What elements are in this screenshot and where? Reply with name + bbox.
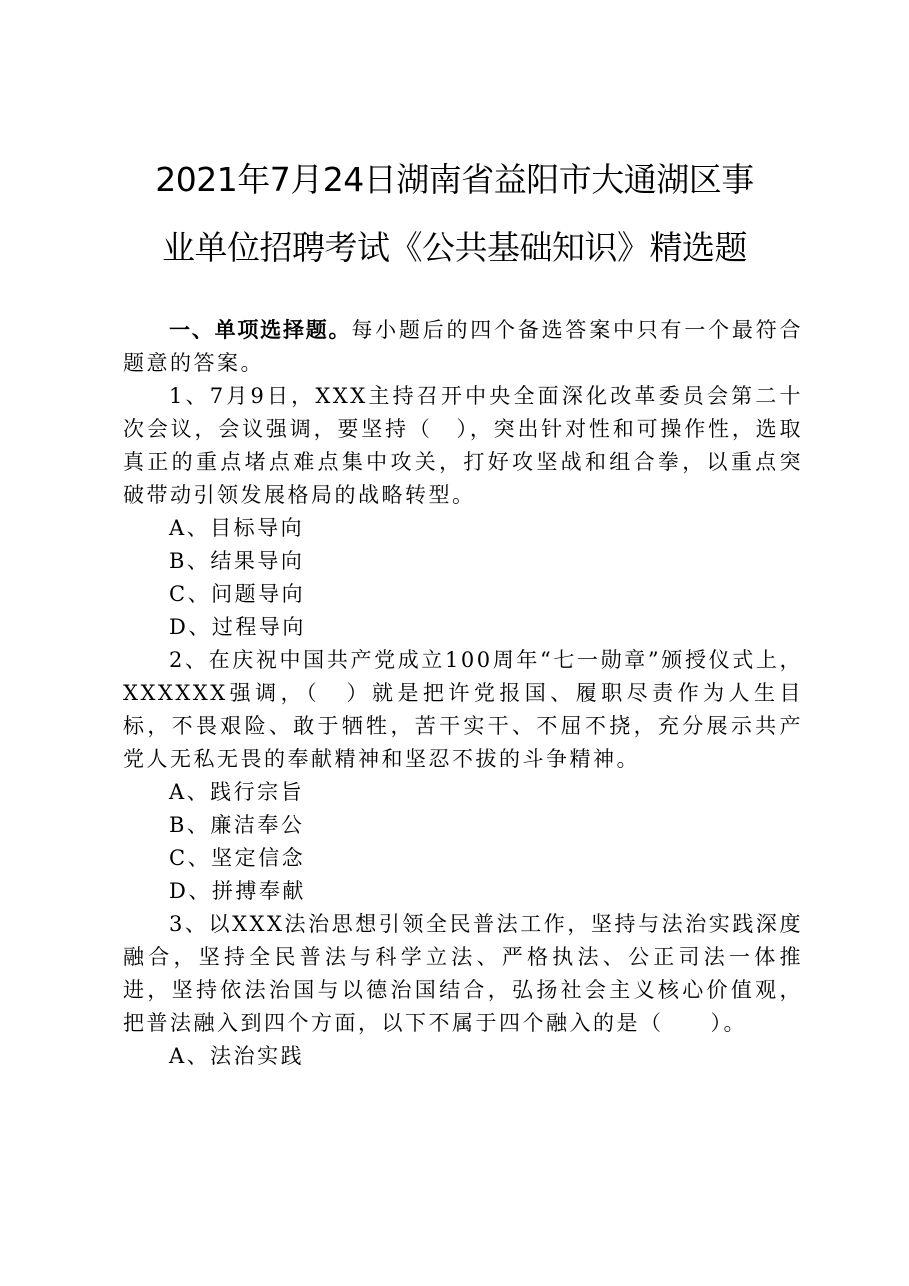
option-item: A、目标导向 bbox=[169, 516, 305, 540]
question-stem: 3、以XXX法治思想引领全民普法工作，坚持与法治实践深度融合，坚持全民普法与科学立法、严格执法、公正司法一体推进，坚持依法治国与以德治国结合，弘扬社会主义核心价值观，把普法融入到四个方面，以下不属于四个融入的是（ ）。 bbox=[123, 912, 803, 1035]
option-item: D、过程导向 bbox=[169, 615, 306, 639]
option-item: D、拼搏奉献 bbox=[169, 879, 306, 903]
option-item: B、结果导向 bbox=[169, 549, 305, 573]
option-item: C、问题导向 bbox=[169, 582, 306, 606]
question-stem: 1、7月9日，XXX主持召开中央全面深化改革委员会第二十次会议，会议强调，要坚持（ ），突出针对性和可操作性，选取真正的重点堵点难点集中攻关，打好攻坚战和组合拳，以重点突破带动引领发展格局的战略转型。 bbox=[123, 384, 803, 507]
option-item: A、法治实践 bbox=[169, 1044, 305, 1068]
section-instruction: 每小题后的四个备选答案中只有一个最符合题意的答案。 bbox=[123, 318, 804, 375]
document-title-line-2: 业单位招聘考试《公共基础知识》精选题 bbox=[162, 228, 747, 267]
section-heading: 一、单项选择题。 bbox=[169, 318, 352, 342]
section-intro bbox=[123, 314, 803, 380]
option-item: C、坚定信念 bbox=[169, 846, 306, 870]
question-stem: 2、在庆祝中国共产党成立100周年“七一勋章”颁授仪式上，XXXXXX强调，（ ）就是把许党报国、履职尽责作为人生目标，不畏艰险、敢于牺牲，苦干实干、不屈不挠，充分展示共产党人无私无畏的奉献精神和坚忍不拔的斗争精神。 bbox=[123, 648, 803, 771]
option-item: B、廉洁奉公 bbox=[169, 813, 305, 837]
document-body bbox=[123, 314, 803, 1073]
option-item: A、践行宗旨 bbox=[169, 780, 305, 804]
document-title-line-1: 2021年7月24日湖南省益阳市大通湖区事 bbox=[155, 160, 754, 199]
